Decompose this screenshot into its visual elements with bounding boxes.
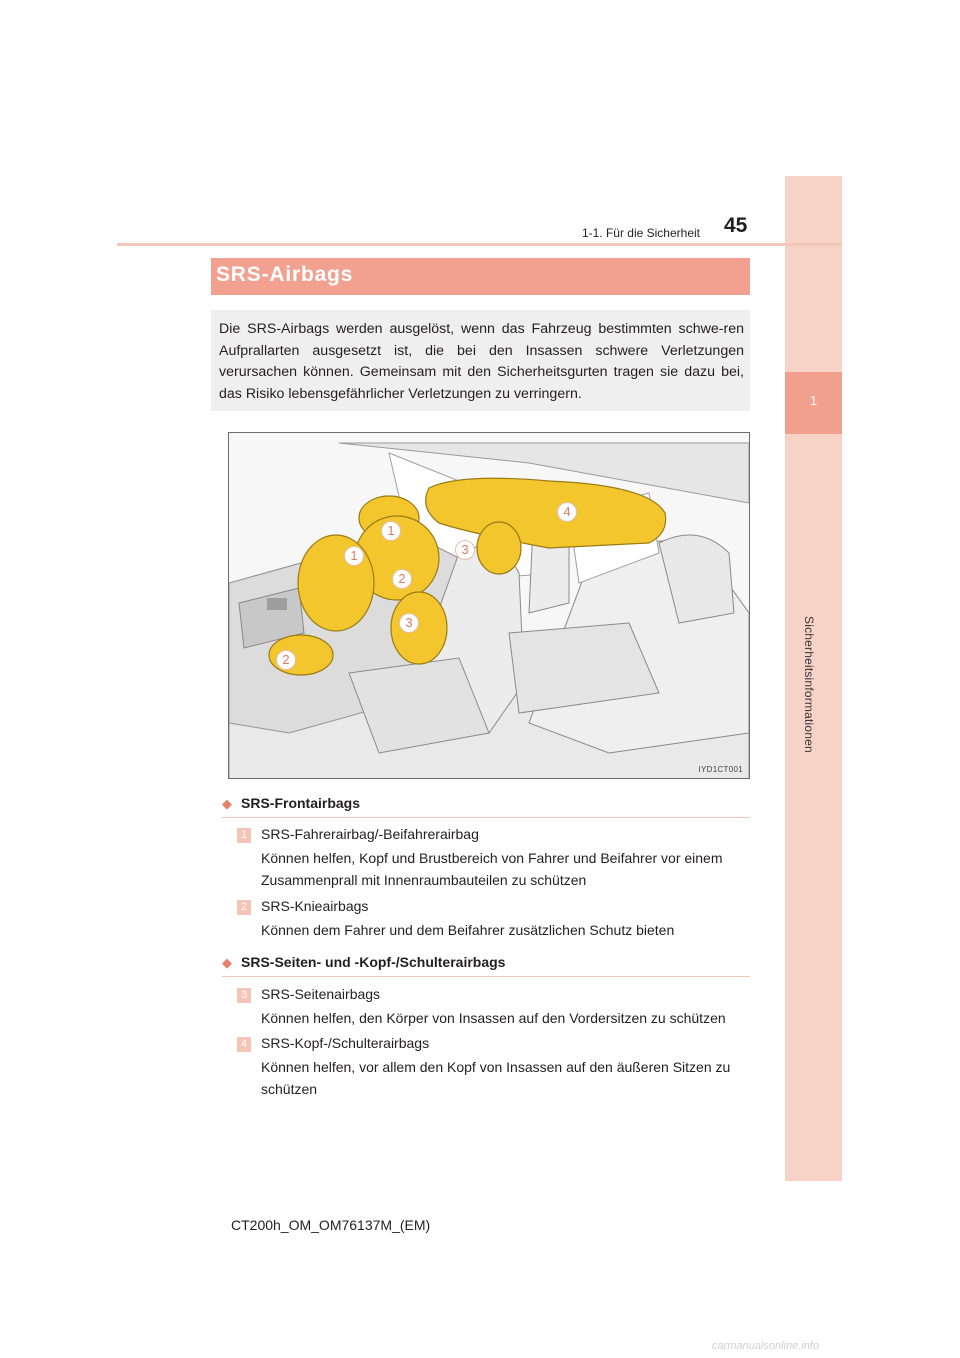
section-heading-text: SRS-Frontairbags <box>241 795 361 811</box>
section-label: 1-1. Für die Sicherheit <box>581 226 700 240</box>
intro-box <box>211 310 750 411</box>
diamond-icon: ◆ <box>222 955 232 970</box>
airbag-illustration <box>228 432 750 779</box>
item-description: Können helfen, vor allem den Kopf von Insassen auf den äußeren Sitzen zu schützen <box>261 1059 731 1097</box>
header-rule <box>117 243 842 246</box>
callout-badge: 2 <box>392 569 412 589</box>
page-number: 45 <box>724 214 748 237</box>
section-heading-frontairbags <box>222 795 750 818</box>
item-title: SRS-Seitenairbags <box>261 986 381 1002</box>
title-bar <box>211 258 750 295</box>
section-heading-text: SRS-Seiten- und -Kopf-/Schulterairbags <box>241 954 506 970</box>
callout-badge: 1 <box>344 546 364 566</box>
watermark: carmanualsonline.info <box>712 1340 820 1352</box>
car-interior-drawing <box>229 433 750 779</box>
callout-badge: 1 <box>381 521 401 541</box>
section-heading-seitenairbags <box>222 954 750 977</box>
item-title: SRS-Kopf-/Schulterairbags <box>261 1035 430 1051</box>
item-description: Können dem Fahrer und dem Beifahrer zusätzlichen Schutz bieten <box>261 922 675 938</box>
chapter-number: 1 <box>809 393 818 408</box>
item-number-badge: 2 <box>237 900 251 915</box>
item-description: Können helfen, den Körper von Insassen auf den Vordersitzen zu schützen <box>261 1010 726 1026</box>
callout-badge: 3 <box>399 613 419 633</box>
callout-badge: 4 <box>557 502 577 522</box>
item-number-badge: 3 <box>237 988 251 1003</box>
item-description: Können helfen, Kopf und Brustbereich von Fahrer und Beifahrer vor einem Zusammenprall mit Innenraumbauteilen zu schützen <box>261 850 723 888</box>
item-number-badge: 1 <box>237 828 251 843</box>
diamond-icon: ◆ <box>222 796 232 811</box>
item-title: SRS-Knieairbags <box>261 898 369 914</box>
intro-text: Die SRS-Airbags werden ausgelöst, wenn das Fahrzeug bestimmten schwe-ren Aufprallarten ausgesetzt ist, die bei den Insassen schwere Verletzungen verursachen können. Gemeinsam mit den Sicherheitsgurten tragen sie dazu bei, das Risiko lebensgefährlicher Verletzungen zu verringern. <box>219 321 744 402</box>
chapter-side-tab <box>785 176 842 1181</box>
footer-document-code: CT200h_OM_OM76137M_(EM) <box>231 1217 431 1233</box>
item-number-badge: 4 <box>237 1037 251 1052</box>
callout-badge: 2 <box>276 650 296 670</box>
figure-code: IYD1CT001 <box>698 765 743 774</box>
callout-badge: 3 <box>455 540 475 560</box>
item-title: SRS-Fahrerairbag/-Beifahrerairbag <box>261 826 479 842</box>
chapter-title: Sicherheitsinformationen <box>802 616 816 753</box>
page-title: SRS-Airbags <box>216 263 354 286</box>
